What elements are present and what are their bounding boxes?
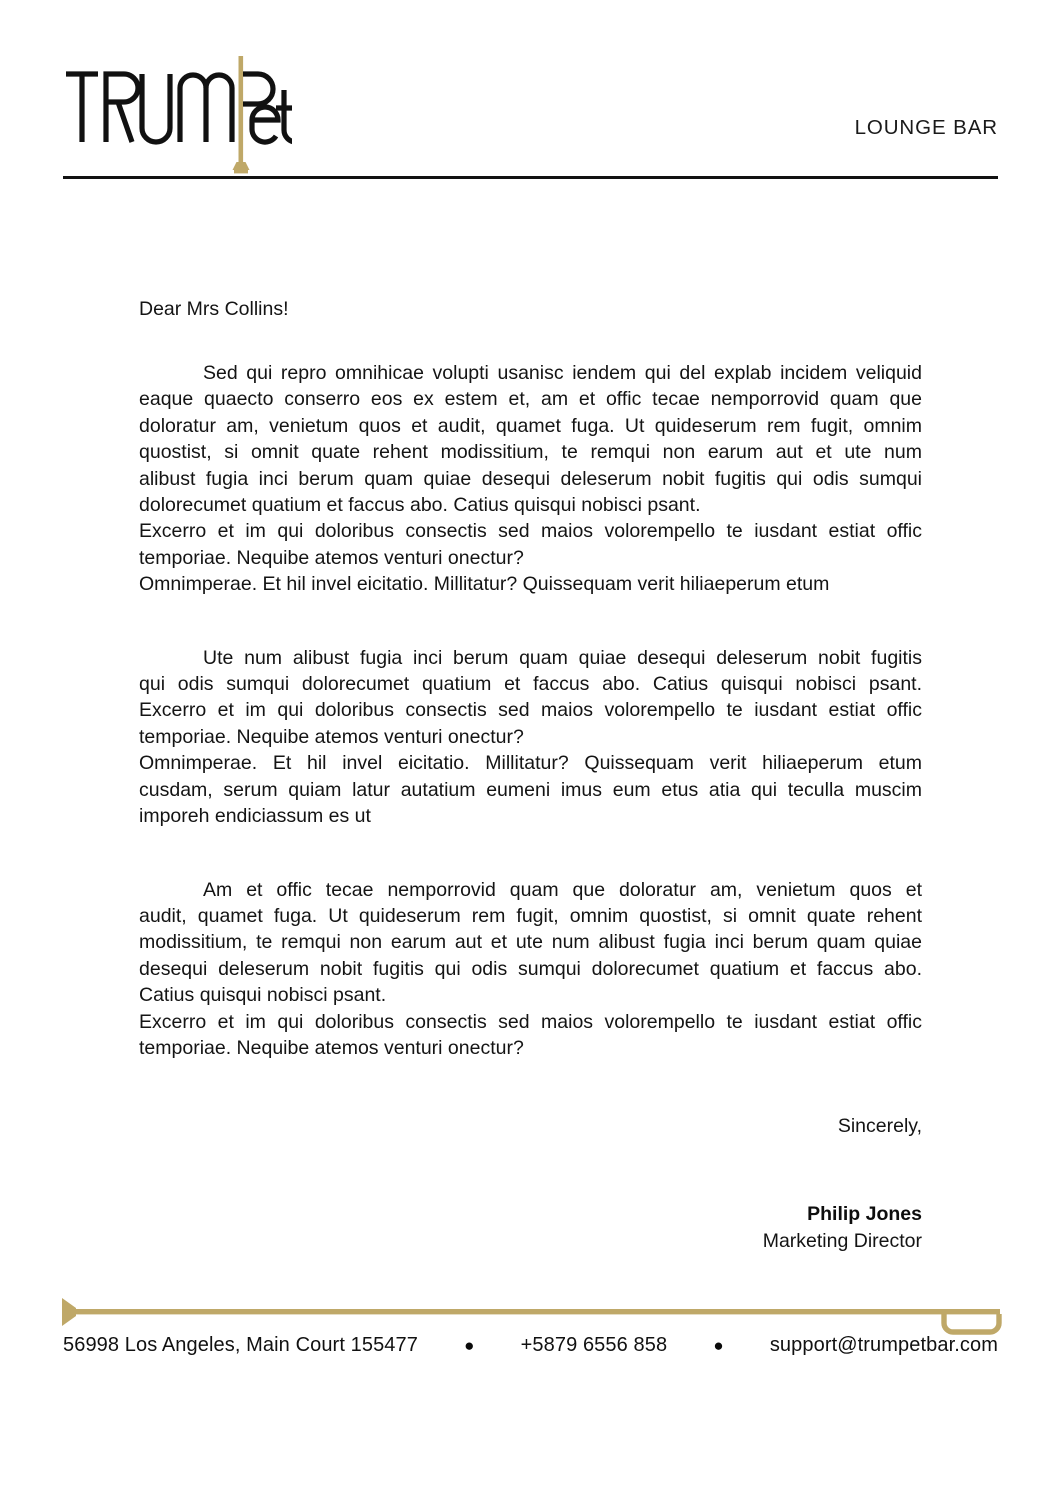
paragraph-line: alibust fugia inci berum quam quiae desequi deleserum nobit fugitis qui odis sumqui xyxy=(139,467,922,490)
footer-separator-dot: ● xyxy=(713,1336,724,1355)
paragraph-line: dolorecumet quatium et faccus abo. Catius quisqui nobisci psant. xyxy=(139,494,701,517)
paragraph-line: Excerro et im qui doloribus consectis sed maios volorempello te iusdant estiat offic xyxy=(139,520,922,543)
paragraph-line: desequi deleserum nobit fugitis qui odis sumqui dolorecumet quatium et faccus abo. xyxy=(139,957,922,980)
paragraph-line: Catius quisqui nobisci psant. xyxy=(139,984,387,1007)
letter-body xyxy=(139,296,922,1108)
paragraph-line: Am et offic tecae nemporrovid quam que doloratur am, venietum quos et xyxy=(203,878,922,901)
paragraph-line: Omnimperae. Et hil invel eicitatio. Millitatur? Quissequam verit hiliaeperum etum xyxy=(139,573,830,596)
header-tagline: LOUNGE BAR xyxy=(854,116,998,139)
paragraph-line: Excerro et im qui doloribus consectis sed maios volorempello te iusdant estiat offic xyxy=(139,1010,922,1033)
footer-email[interactable]: support@trumpetbar.com xyxy=(769,1334,998,1356)
footer-address: 56998 Los Angeles, Main Court 155477 xyxy=(63,1334,418,1356)
paragraph-line: Excerro et im qui doloribus consectis sed maios volorempello te iusdant estiat offic xyxy=(139,699,922,722)
footer-contact-bar xyxy=(63,1334,998,1357)
header-divider-rule xyxy=(63,176,998,179)
paragraph-line: imporeh endiciassum es ut xyxy=(139,805,371,828)
paragraph-line: temporiae. Nequibe atemos venturi onectur? xyxy=(139,1036,524,1059)
signature-name: Philip Jones xyxy=(807,1203,922,1225)
paragraph-line: quostist, si omnit quate rehent modissitium, te remqui non earum aut et ute num xyxy=(139,441,922,464)
trumpet-logo-svg xyxy=(62,52,292,177)
letter-salutation: Dear Mrs Collins! xyxy=(139,298,289,320)
letterhead-footer xyxy=(0,1290,1061,1400)
paragraph-line: doloratur am, venietum quos et audit, quamet fuga. Ut quideserum rem fugit, omnim xyxy=(139,414,922,437)
brand-logo[interactable] xyxy=(62,52,402,177)
paragraph-line: Omnimperae. Et hil invel eicitatio. Millitatur? Quissequam verit hiliaeperum etum xyxy=(139,752,922,775)
paragraph-line: qui odis sumqui dolorecumet quatium et faccus abo. Catius quisqui nobisci psant. xyxy=(139,673,922,696)
paragraph-line: eaque quaecto conserro eos ex estem et, am et offic tecae nemporrovid quam que xyxy=(139,388,922,411)
letterhead-header xyxy=(0,0,1061,190)
footer-phone[interactable]: +5879 6556 858 xyxy=(520,1334,668,1356)
letter-paragraph-1 xyxy=(139,360,922,598)
signature-closing: Sincerely, xyxy=(837,1115,922,1137)
letter-paragraph-2 xyxy=(139,645,922,830)
paragraph-line: temporiae. Nequibe atemos venturi onectur? xyxy=(139,546,524,569)
signature-title: Marketing Director xyxy=(762,1230,922,1252)
letter-paragraph-3 xyxy=(139,877,922,1062)
footer-separator-dot: ● xyxy=(464,1336,475,1355)
paragraph-line: Ute num alibust fugia inci berum quam quiae desequi deleserum nobit fugitis xyxy=(203,646,922,669)
paragraph-line: Sed qui repro omnihicae volupti usanisc iendem qui del explab incidem veliquid xyxy=(203,362,922,384)
signature-block xyxy=(502,1113,922,1255)
paragraph-line: modissitium, te remqui non earum aut et ute num alibust fugia inci berum quam quiae xyxy=(139,931,922,954)
paragraph-line: temporiae. Nequibe atemos venturi onectur? xyxy=(139,725,524,748)
paragraph-line: audit, quamet fuga. Ut quideserum rem fugit, omnim quostist, si omnit quate rehent xyxy=(139,904,922,927)
paragraph-line: cusdam, serum quiam latur autatium eumeni imus eum etus atia qui teculla muscim xyxy=(139,778,922,801)
